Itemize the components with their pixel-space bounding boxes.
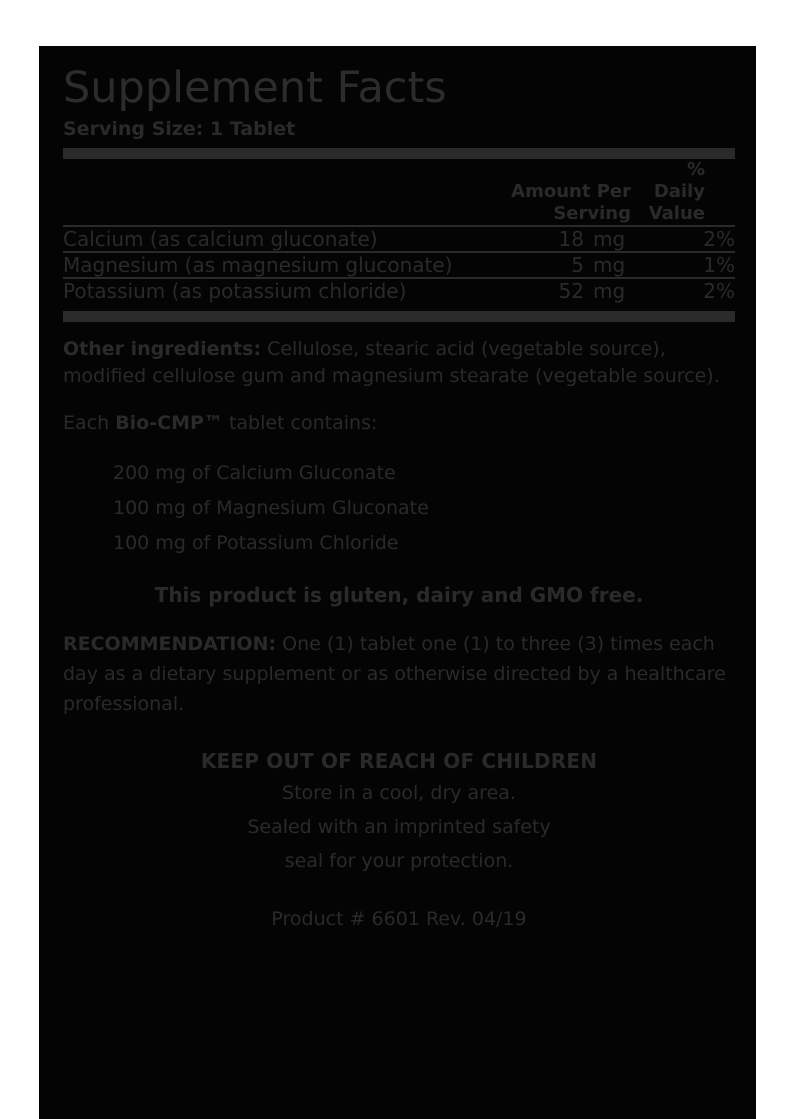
other-ingredients-label: Other ingredients: (63, 338, 262, 360)
storage-instructions (63, 776, 735, 878)
recommendation-text: One (1) tablet one (1) to three (3) times each day as a dietary supplement or as otherwise directed by a healthcare professional. (63, 633, 726, 715)
contains-list (63, 456, 735, 561)
keep-out-of-reach-warning: KEEP OUT OF REACH OF CHILDREN (200, 749, 598, 773)
header-amount-line1: Amount Per (511, 181, 631, 202)
other-ingredients (63, 336, 735, 390)
divider-thick-bottom (63, 311, 735, 322)
header-amount-per-serving (481, 159, 631, 225)
each-suffix: tablet contains: (222, 412, 378, 434)
nutrient-amount-value: 18 (558, 227, 584, 251)
header-dv-line1: % Daily (653, 159, 705, 202)
nutrient-amount-value: 52 (558, 279, 584, 303)
nutrient-amount-value: 5 (571, 253, 584, 277)
nutrient-daily-value: 2% (703, 227, 735, 251)
storage-line: Sealed with an imprinted safety (247, 816, 551, 838)
recommendation-label: RECOMMENDATION: (63, 633, 277, 655)
list-item: 200 mg of Calcium Gluconate (113, 462, 396, 484)
nutrient-name: Potassium (as potassium chloride) (63, 279, 407, 303)
supplement-facts-table (63, 159, 735, 303)
page-title: Supplement Facts (63, 63, 447, 113)
label-content (63, 56, 735, 930)
header-amount-line2: Serving (553, 203, 631, 224)
table-row (63, 252, 735, 277)
label-panel (39, 46, 756, 1119)
nutrient-name: Magnesium (as magnesium gluconate) (63, 253, 453, 277)
nutrient-amount (481, 252, 631, 277)
other-ingredients-text: Cellulose, stearic acid (vegetable source), modified cellulose gum and magnesium stearate (vegetable source). (63, 338, 720, 387)
table-row (63, 226, 735, 251)
nutrient-amount (481, 226, 631, 251)
header-daily-value (631, 159, 735, 225)
storage-line: Store in a cool, dry area. (282, 782, 516, 804)
each-prefix: Each (63, 412, 116, 434)
nutrient-amount-unit: mg (593, 279, 626, 303)
nutrient-daily-value: 2% (703, 279, 735, 303)
list-item: 100 mg of Magnesium Gluconate (113, 497, 429, 519)
product-number: Product # 6601 Rev. 04/19 (271, 908, 527, 930)
table-header-row (63, 159, 735, 225)
table-row (63, 278, 735, 303)
nutrient-daily-value: 1% (703, 253, 735, 277)
storage-line: seal for your protection. (284, 850, 514, 872)
header-dv-line2: Value (648, 203, 705, 224)
list-item: 100 mg of Potassium Chloride (113, 532, 399, 554)
serving-size: Serving Size: 1 Tablet (63, 118, 296, 140)
divider-thick-top (63, 148, 735, 159)
gluten-free-statement: This product is gluten, dairy and GMO free. (154, 583, 644, 607)
nutrient-amount (481, 278, 631, 303)
each-tablet-contains (63, 410, 735, 561)
header-blank-cell (63, 159, 481, 225)
brand-name: Bio-CMP™ (115, 412, 223, 434)
recommendation (63, 629, 735, 719)
nutrient-amount-unit: mg (593, 227, 626, 251)
nutrient-name: Calcium (as calcium gluconate) (63, 227, 378, 251)
nutrient-amount-unit: mg (593, 253, 626, 277)
